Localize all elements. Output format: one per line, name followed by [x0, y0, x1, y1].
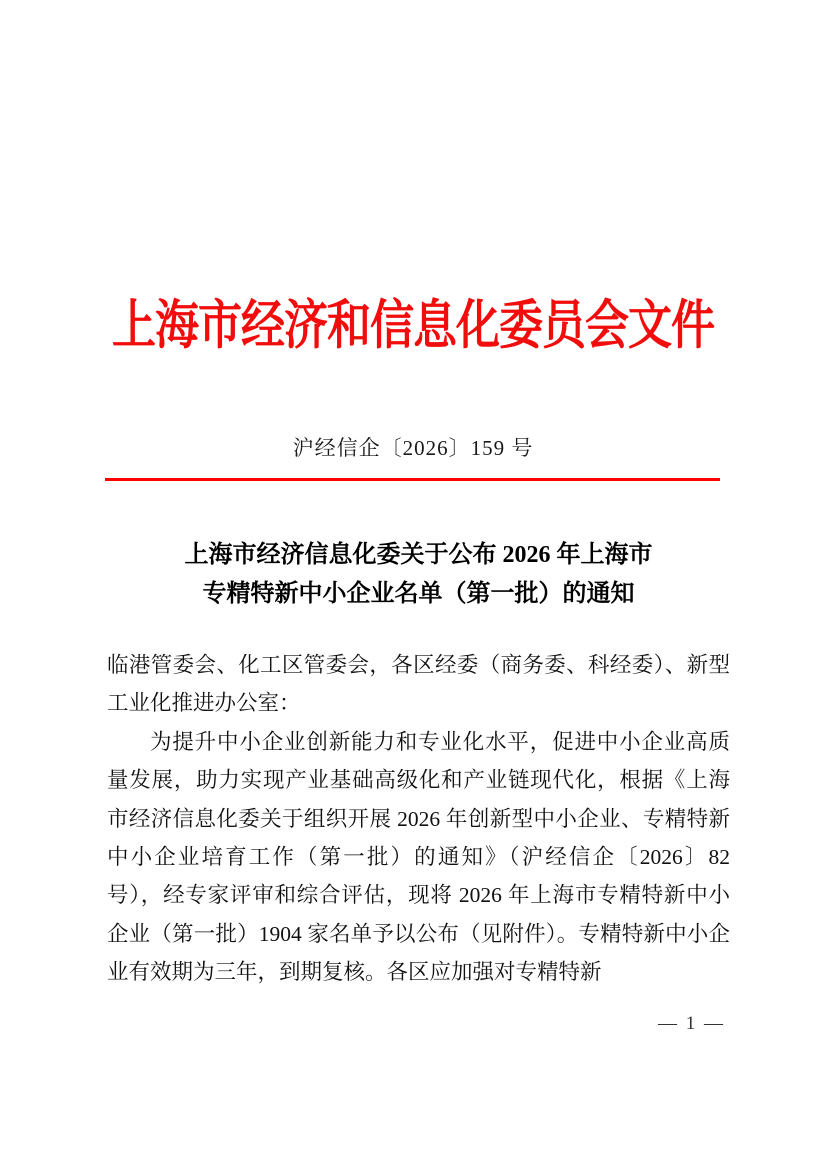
red-header-title: 上海市经济和信息化委员会文件: [112, 296, 714, 355]
body-paragraph: 为提升中小企业创新能力和专业化水平，促进中小企业高质量发展，助力实现产业基础高级化和产业链现代化，根据《上海市经济信息化委关于组织开展 2026 年创新型中小企业、专精特新中小企业培育工作（第一批）的通知》（沪经信企〔2026〕82 号），经专家评审和综合评估，现将 2026 年上海市专精特新中小企业（第一批）1904 家名单予以公布（见附件）。专精特新中小企业有效期为三年，到期复核。各区应加强对专精特新: [107, 729, 730, 985]
document-body: [107, 646, 730, 992]
document-title-line1: 上海市经济信息化委关于公布 2026 年上海市: [184, 542, 653, 568]
red-separator-line: [105, 478, 720, 481]
document-title: [107, 536, 730, 613]
addressee-line: 临港管委会、化工区管委会，各区经委（商务委、科经委）、新型工业化推进办公室：: [107, 653, 730, 716]
document-title-line2: 专精特新中小企业名单（第一批）的通知: [202, 580, 635, 607]
document-number: 沪经信企〔2026〕159 号: [292, 436, 534, 460]
page-number: — 1 —: [658, 1013, 725, 1034]
